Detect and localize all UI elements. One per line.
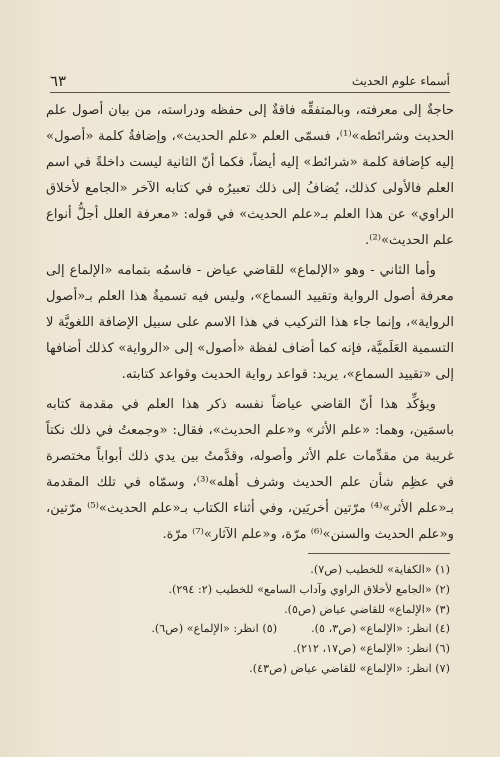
- main-text: [46, 98, 454, 552]
- footnote-6: (٦) انظر: «الإلماع» (ص١٧، ٢١٢).: [293, 642, 450, 656]
- footnote-4: (٤) انظر: «الإلماع» (ص٣، ٥).: [311, 622, 450, 636]
- paragraph-1: حاجةٌ إلى معرفته، وبالمتفقِّه فاقةٌ إلى حفظه ودراسته، من بيان أصول علم الحديث وشرائطه»⁽¹⁾، فسمّى العلم «علم الحديث»، وإضافةُ كلمة «أصول» إليه كإضافة كلمة «شرائط» إليه أيضاً، فكما أنّ الثانية ليست داخلةً في اسم العلم فالأولى كذلك، يُضافُ إلى ذلك تعبيرُه في كتابه الآخر «الجامع لأخلاق الراوي» عن هذا العلم بـ«علم الحديث» في قوله: «معرفة العلل أجلُّ أنواع علم الحديث»⁽²⁾.: [46, 103, 455, 248]
- footnote-divider: [308, 553, 450, 554]
- running-title: أسماء علوم الحديث: [351, 74, 450, 88]
- footnote-1: (١) «الكفاية» للخطيب (ص٧).: [310, 563, 450, 576]
- paragraph-3: ويؤكِّد هذا أنّ القاضي عياضاً نفسه ذكر هذا العلم في مقدمة كتابه باسمَين، وهما: «علم الأثر» و«علم الحديث»، فقال: «وجمعتُ في ذلك نكتاً غريبة من مقدِّمات علم الأثر وأصوله، وقدَّمتُ بين يدي ذلك أبواباً مختصرة في عظِم شأن علم الحديث وشرف أهله»⁽³⁾، وسمّاه في تلك المقدمة بـ«علم الأثر»⁽⁴⁾ مرّتين أخريَين، وفي أثناء الكتاب بـ«علم الحديث»⁽⁵⁾ مرّتين، و«علم الحديث والسنن»⁽⁶⁾ مرّة، و«علم الآثار»⁽⁷⁾ مرّة.: [46, 397, 455, 542]
- page-number: ٦٣: [50, 72, 67, 90]
- footnote-7: (٧) انظر: «الإلماع» للقاضي عياض (ص٤٣).: [249, 661, 450, 675]
- paragraph-2: وأما الثاني - وهو «الإلماع» للقاضي عياض - فاسمُه بتمامه «الإلماع إلى معرفة أصول الرواية وتقييد السماع»، وليس فيه تسميةُ هذا العلم بـ«أصول الرواية»، وإنما جاء هذا التركيب في هذا الاسم على سبيل الإضافة اللغويَّة لا التسمية العَلَميَّة، فإنه كما أضاف لفظة «أصول» إلى «الرواية» كذلك أضافها إلى «تقييد السماع»، يريد: قواعد رواية الحديث وقواعد كتابته.: [46, 263, 454, 382]
- footnote-3: (٣) «الإلماع» للقاضي عياض (ص٥).: [284, 602, 450, 616]
- footnote-row-4-5: [50, 619, 450, 639]
- footnote-5: (٥) انظر: «الإلماع» (ص٦).: [151, 622, 278, 636]
- footnotes: [50, 560, 450, 679]
- footnote-2: (٢) «الجامع لأخلاق الراوي وآداب السامع» للخطيب (٢: ٢٩٤).: [168, 582, 450, 596]
- page-header: [50, 70, 450, 93]
